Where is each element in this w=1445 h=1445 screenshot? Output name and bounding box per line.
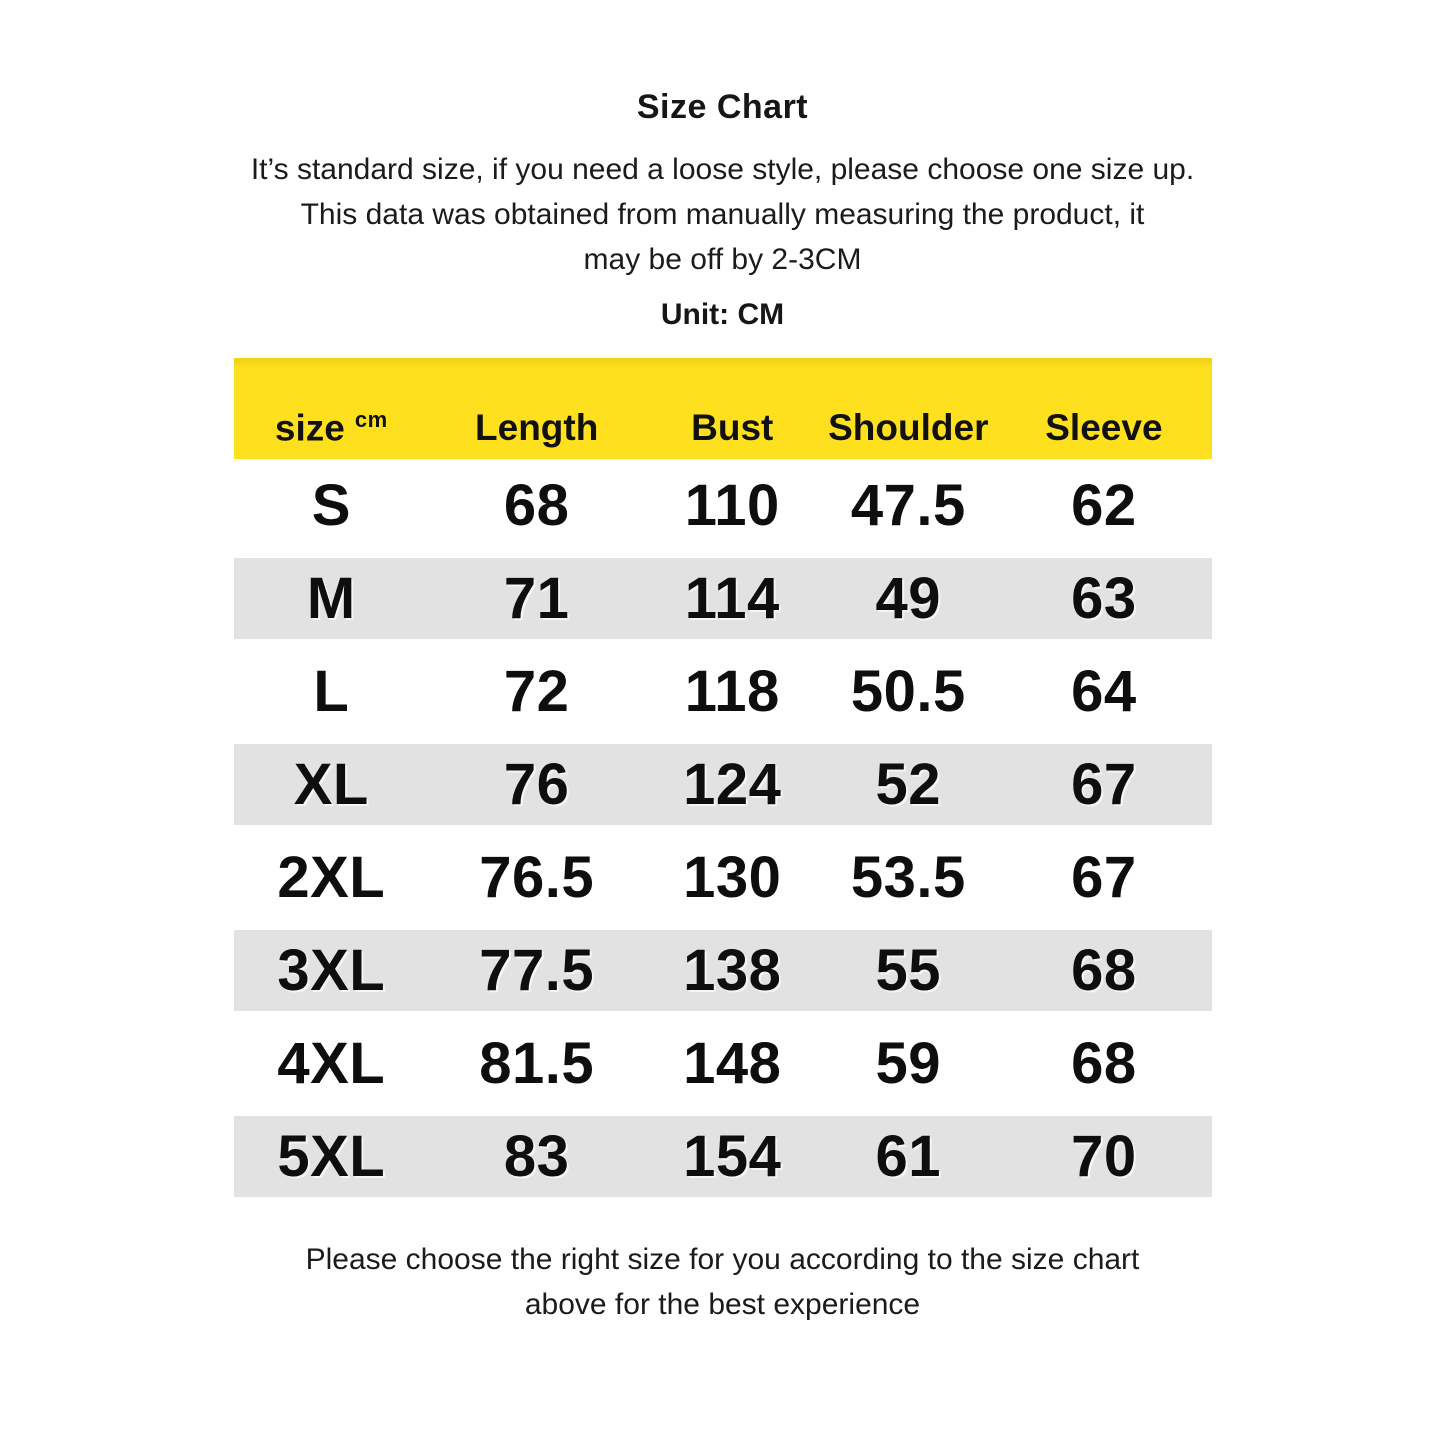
- bust-value: 130: [683, 845, 782, 910]
- size-value: S: [311, 473, 351, 538]
- length-value: 76: [503, 752, 570, 817]
- size-value: 3XL: [277, 938, 386, 1003]
- length-value: 76.5: [479, 845, 595, 910]
- sleeve-value: 63: [1071, 566, 1137, 631]
- size-table: [234, 358, 1212, 1203]
- table-row-m: [234, 552, 1212, 645]
- table-row-4xl: [234, 1017, 1212, 1110]
- description-line: It’s standard size, if you need a loose style, please choose one size up.: [250, 153, 1195, 186]
- column-header-length: Length: [475, 407, 599, 448]
- sleeve-value: 64: [1071, 659, 1137, 724]
- length-value: 81.5: [479, 1031, 595, 1096]
- table-header-row: [234, 358, 1212, 459]
- shoulder-value: 49: [875, 566, 942, 631]
- page-title: Size Chart: [636, 88, 809, 126]
- bust-value: 114: [684, 566, 780, 631]
- description-line: This data was obtained from manually measuring the product, it: [300, 198, 1145, 231]
- shoulder-value: 61: [875, 1124, 942, 1189]
- size-value: L: [313, 659, 350, 724]
- shoulder-value: 53.5: [850, 845, 966, 910]
- column-header-sleeve: Sleeve: [1045, 407, 1163, 448]
- shoulder-value: 52: [875, 752, 942, 817]
- sleeve-value: 68: [1071, 938, 1137, 1003]
- sleeve-value: 70: [1071, 1124, 1137, 1189]
- table-row-3xl: [234, 924, 1212, 1017]
- shoulder-value: 59: [875, 1031, 942, 1096]
- table-row-s: [234, 459, 1212, 552]
- column-header-shoulder: Shoulder: [828, 407, 989, 448]
- length-value: 72: [503, 659, 570, 724]
- footer-line: Please choose the right size for you according to the size chart: [305, 1243, 1140, 1276]
- length-value: 71: [503, 566, 570, 631]
- sleeve-value: 67: [1071, 845, 1137, 910]
- bust-value: 124: [683, 752, 782, 817]
- bust-value: 154: [683, 1124, 782, 1189]
- shoulder-value: 47.5: [850, 473, 966, 538]
- footer-line: above for the best experience: [524, 1288, 921, 1321]
- size-description: [0, 147, 1445, 282]
- sleeve-value: 67: [1071, 752, 1137, 817]
- size-value: 2XL: [277, 845, 386, 910]
- sleeve-value: 62: [1071, 473, 1137, 538]
- table-row-xl: [234, 738, 1212, 831]
- length-value: 83: [503, 1124, 570, 1189]
- bust-value: 138: [683, 938, 782, 1003]
- bust-value: 118: [684, 659, 780, 724]
- size-value: 4XL: [277, 1031, 386, 1096]
- size-value: XL: [293, 752, 369, 817]
- column-header-bust: Bust: [691, 407, 774, 448]
- column-header-size: [234, 407, 430, 449]
- description-line: may be off by 2-3CM: [583, 243, 862, 276]
- unit-label: Unit: CM: [660, 298, 785, 331]
- shoulder-value: 55: [875, 938, 942, 1003]
- size-value: 5XL: [277, 1124, 386, 1189]
- size-value: M: [306, 566, 356, 631]
- table-row-l: [234, 645, 1212, 738]
- table-row-2xl: [234, 831, 1212, 924]
- column-header-size-unit: cm: [354, 406, 388, 432]
- length-value: 77.5: [479, 938, 595, 1003]
- sleeve-value: 68: [1071, 1031, 1137, 1096]
- length-value: 68: [503, 473, 570, 538]
- bust-value: 148: [683, 1031, 782, 1096]
- bust-value: 110: [684, 473, 780, 538]
- footer-note: [0, 1237, 1445, 1327]
- table-row-5xl: [234, 1110, 1212, 1203]
- shoulder-value: 50.5: [850, 659, 966, 724]
- column-header-size-label: size: [274, 407, 345, 448]
